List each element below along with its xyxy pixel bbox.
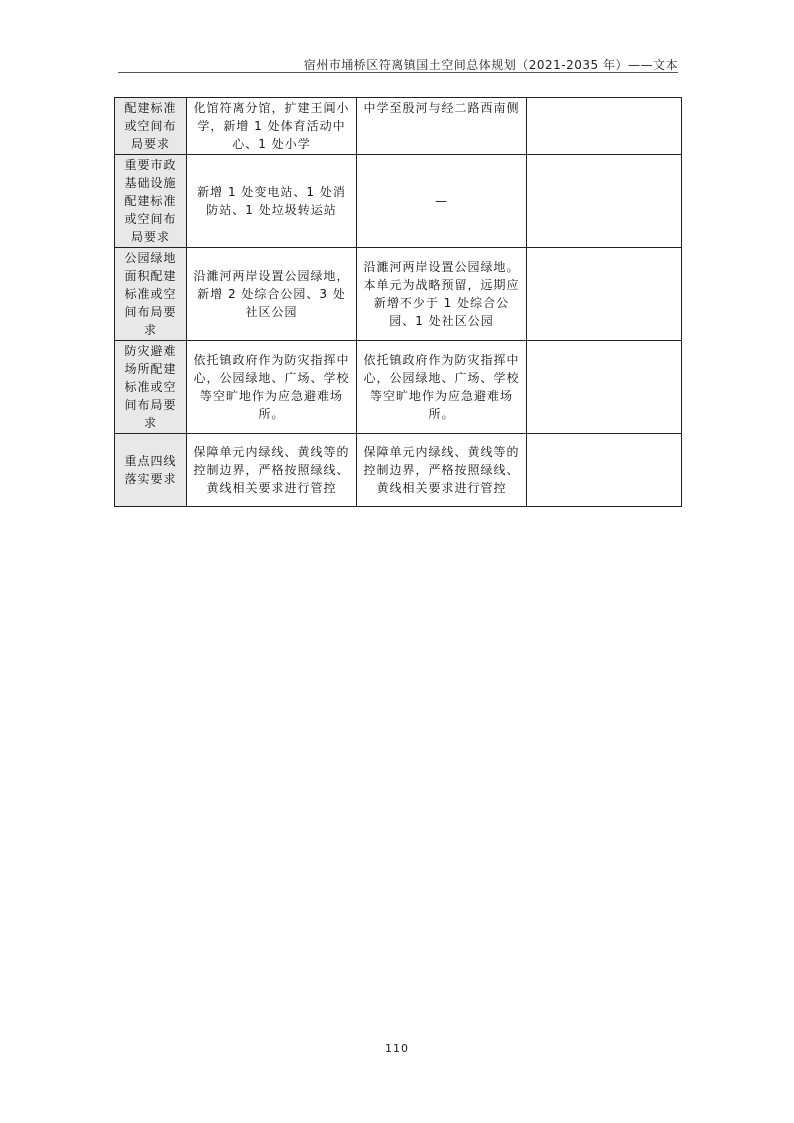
table-cell [527, 155, 682, 248]
table-cell: 沿濉河两岸设置公园绿地。本单元为战略预留，远期应新增不少于 1 处综合公园、1 处社区公园 [357, 248, 527, 341]
planning-requirements-table [114, 97, 682, 507]
table-cell: 中学至殷河与经二路西南侧 [357, 98, 527, 155]
table-cell [527, 434, 682, 507]
row-label: 公园绿地面积配建标准或空间布局要求 [115, 248, 187, 341]
row-label: 重点四线落实要求 [115, 434, 187, 507]
table-cell: 依托镇政府作为防灾指挥中心，公园绿地、广场、学校等空旷地作为应急避难场所。 [187, 341, 357, 434]
table-cell [527, 98, 682, 155]
table-cell: 化馆符离分馆，扩建王阊小学，新增 1 处体育活动中心、1 处小学 [187, 98, 357, 155]
table-cell: 沿濉河两岸设置公园绿地，新增 2 处综合公园、3 处社区公园 [187, 248, 357, 341]
row-label: 重要市政基础设施配建标准或空间布局要求 [115, 155, 187, 248]
document-header: 宿州市埇桥区符离镇国土空间总体规划（2021-2035 年）——文本 [303, 58, 678, 72]
table-cell: 依托镇政府作为防灾指挥中心，公园绿地、广场、学校等空旷地作为应急避难场所。 [357, 341, 527, 434]
table-cell: 保障单元内绿线、黄线等的控制边界，严格按照绿线、黄线相关要求进行管控 [357, 434, 527, 507]
row-label: 防灾避难场所配建标准或空间布局要求 [115, 341, 187, 434]
header-divider [118, 72, 678, 73]
table-cell: 保障单元内绿线、黄线等的控制边界，严格按照绿线、黄线相关要求进行管控 [187, 434, 357, 507]
table-row [115, 98, 682, 155]
table-cell [527, 248, 682, 341]
table-row [115, 341, 682, 434]
table-cell: — [357, 155, 527, 248]
table-row [115, 155, 682, 248]
table-cell: 新增 1 处变电站、1 处消防站、1 处垃圾转运站 [187, 155, 357, 248]
table-row [115, 434, 682, 507]
page-number: 110 [385, 1042, 409, 1055]
table-row [115, 248, 682, 341]
table-cell [527, 341, 682, 434]
row-label: 配建标准或空间布局要求 [115, 98, 187, 155]
